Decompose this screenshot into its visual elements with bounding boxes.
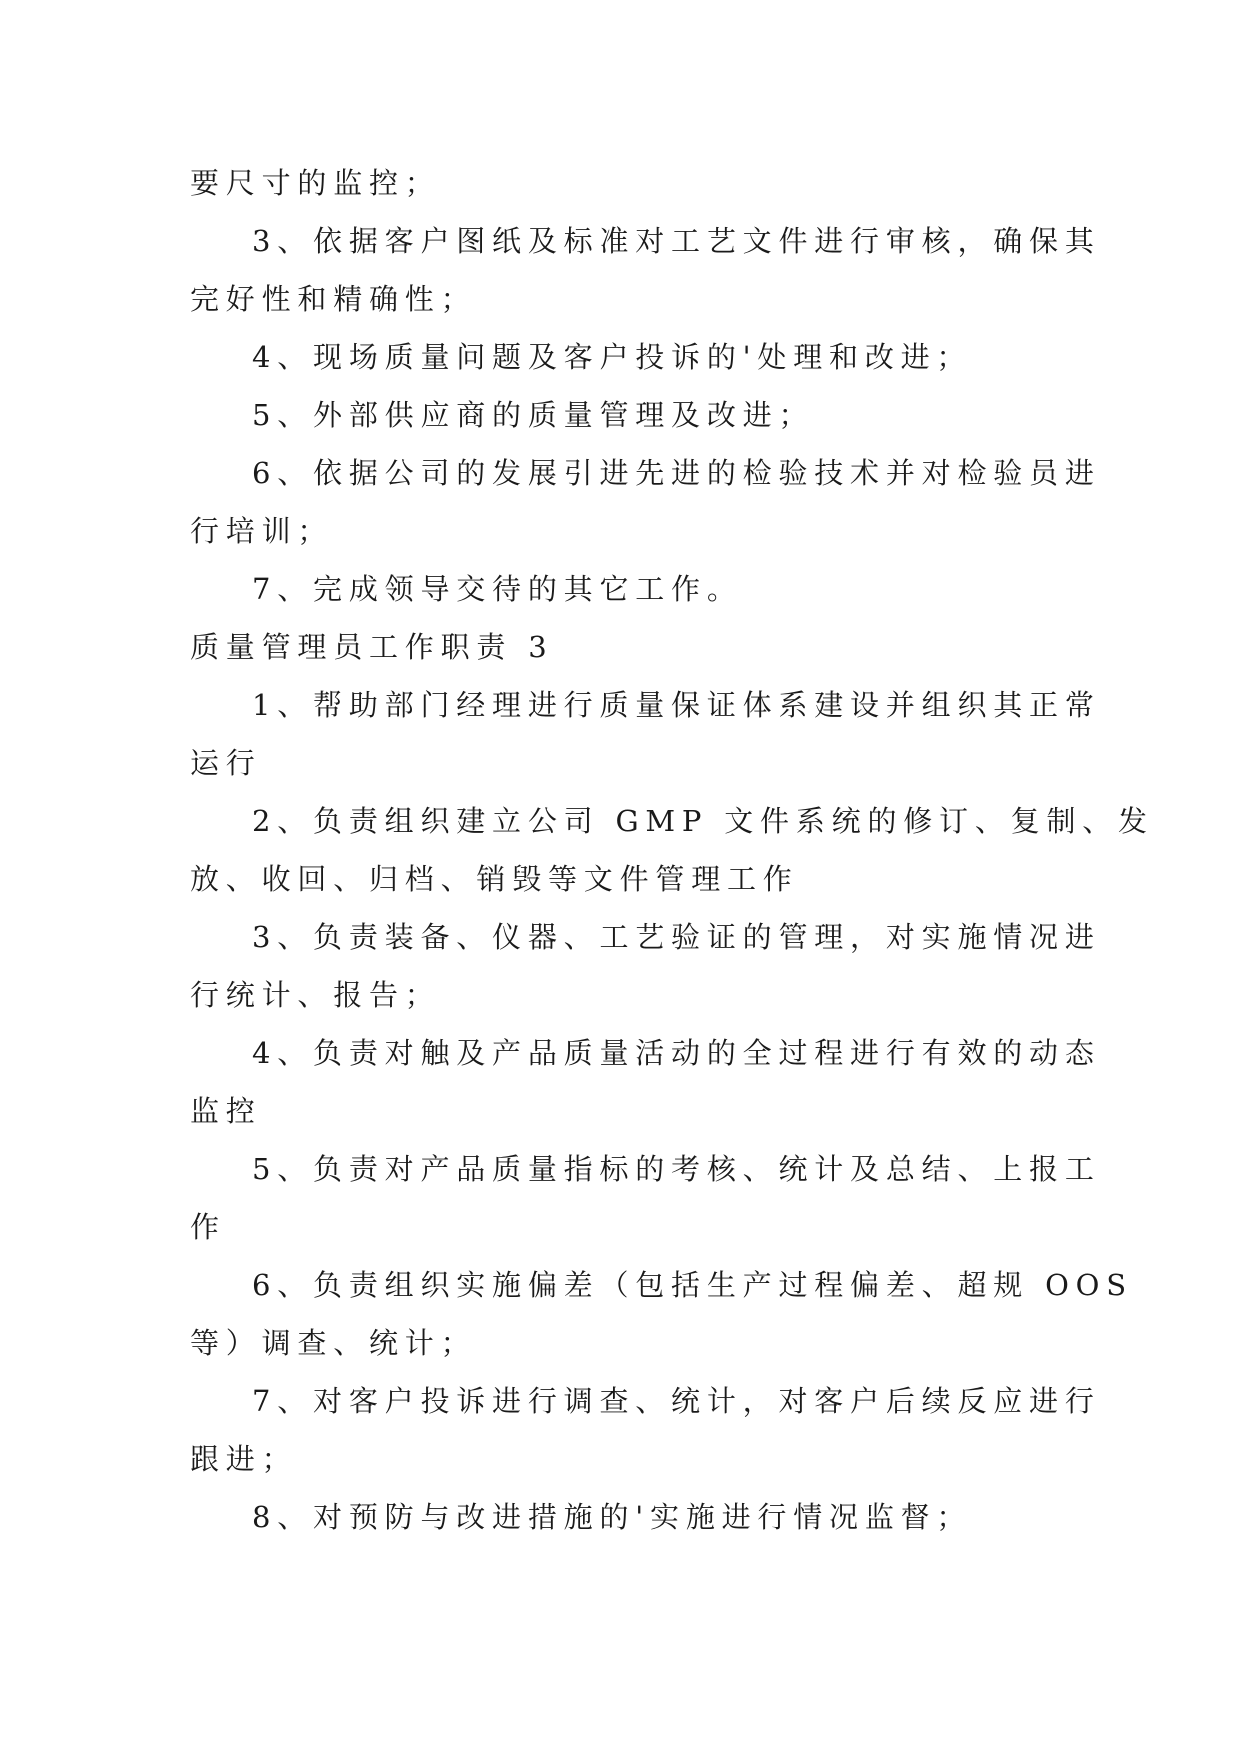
text-line: 作 (190, 1210, 226, 1244)
list-item-4: 4、现场质量问题及客户投诉的'处理和改进； (252, 340, 973, 374)
list-item-7: 7、对客户投诉进行调查、统计，对客户后续反应进行 (252, 1384, 1101, 1418)
list-item-5: 5、外部供应商的质量管理及改进； (252, 398, 815, 432)
list-item-7: 7、完成领导交待的其它工作。 (252, 572, 743, 606)
list-item-3: 3、负责装备、仪器、工艺验证的管理，对实施情况进 (252, 920, 1101, 954)
section-heading: 质量管理员工作职责 3 (190, 630, 554, 664)
text-line: 行统计、报告； (190, 978, 441, 1012)
text-line: 行培训； (190, 514, 334, 548)
list-item-8: 8、对预防与改进措施的'实施进行情况监督； (252, 1500, 973, 1534)
list-item-3: 3、依据客户图纸及标准对工艺文件进行审核，确保其 (252, 224, 1101, 258)
list-item-6: 6、负责组织实施偏差（包括生产过程偏差、超规 OOS (252, 1268, 1133, 1302)
text-line: 等）调查、统计； (190, 1326, 477, 1360)
text-line: 监控 (190, 1094, 262, 1128)
document-body (190, 154, 1154, 1546)
list-item-1: 1、帮助部门经理进行质量保证体系建设并组织其正常 (252, 688, 1101, 722)
list-item-2: 2、负责组织建立公司 GMP 文件系统的修订、复制、发 (252, 804, 1154, 838)
text-line: 完好性和精确性； (190, 282, 477, 316)
text-line: 要尺寸的监控； (190, 166, 441, 200)
list-item-6: 6、依据公司的发展引进先进的检验技术并对检验员进 (252, 456, 1101, 490)
list-item-5: 5、负责对产品质量指标的考核、统计及总结、上报工 (252, 1152, 1101, 1186)
text-line: 放、收回、归档、销毁等文件管理工作 (190, 862, 799, 896)
text-line: 运行 (190, 746, 262, 780)
list-item-4: 4、负责对触及产品质量活动的全过程进行有效的动态 (252, 1036, 1101, 1070)
text-line: 跟进； (190, 1442, 298, 1476)
